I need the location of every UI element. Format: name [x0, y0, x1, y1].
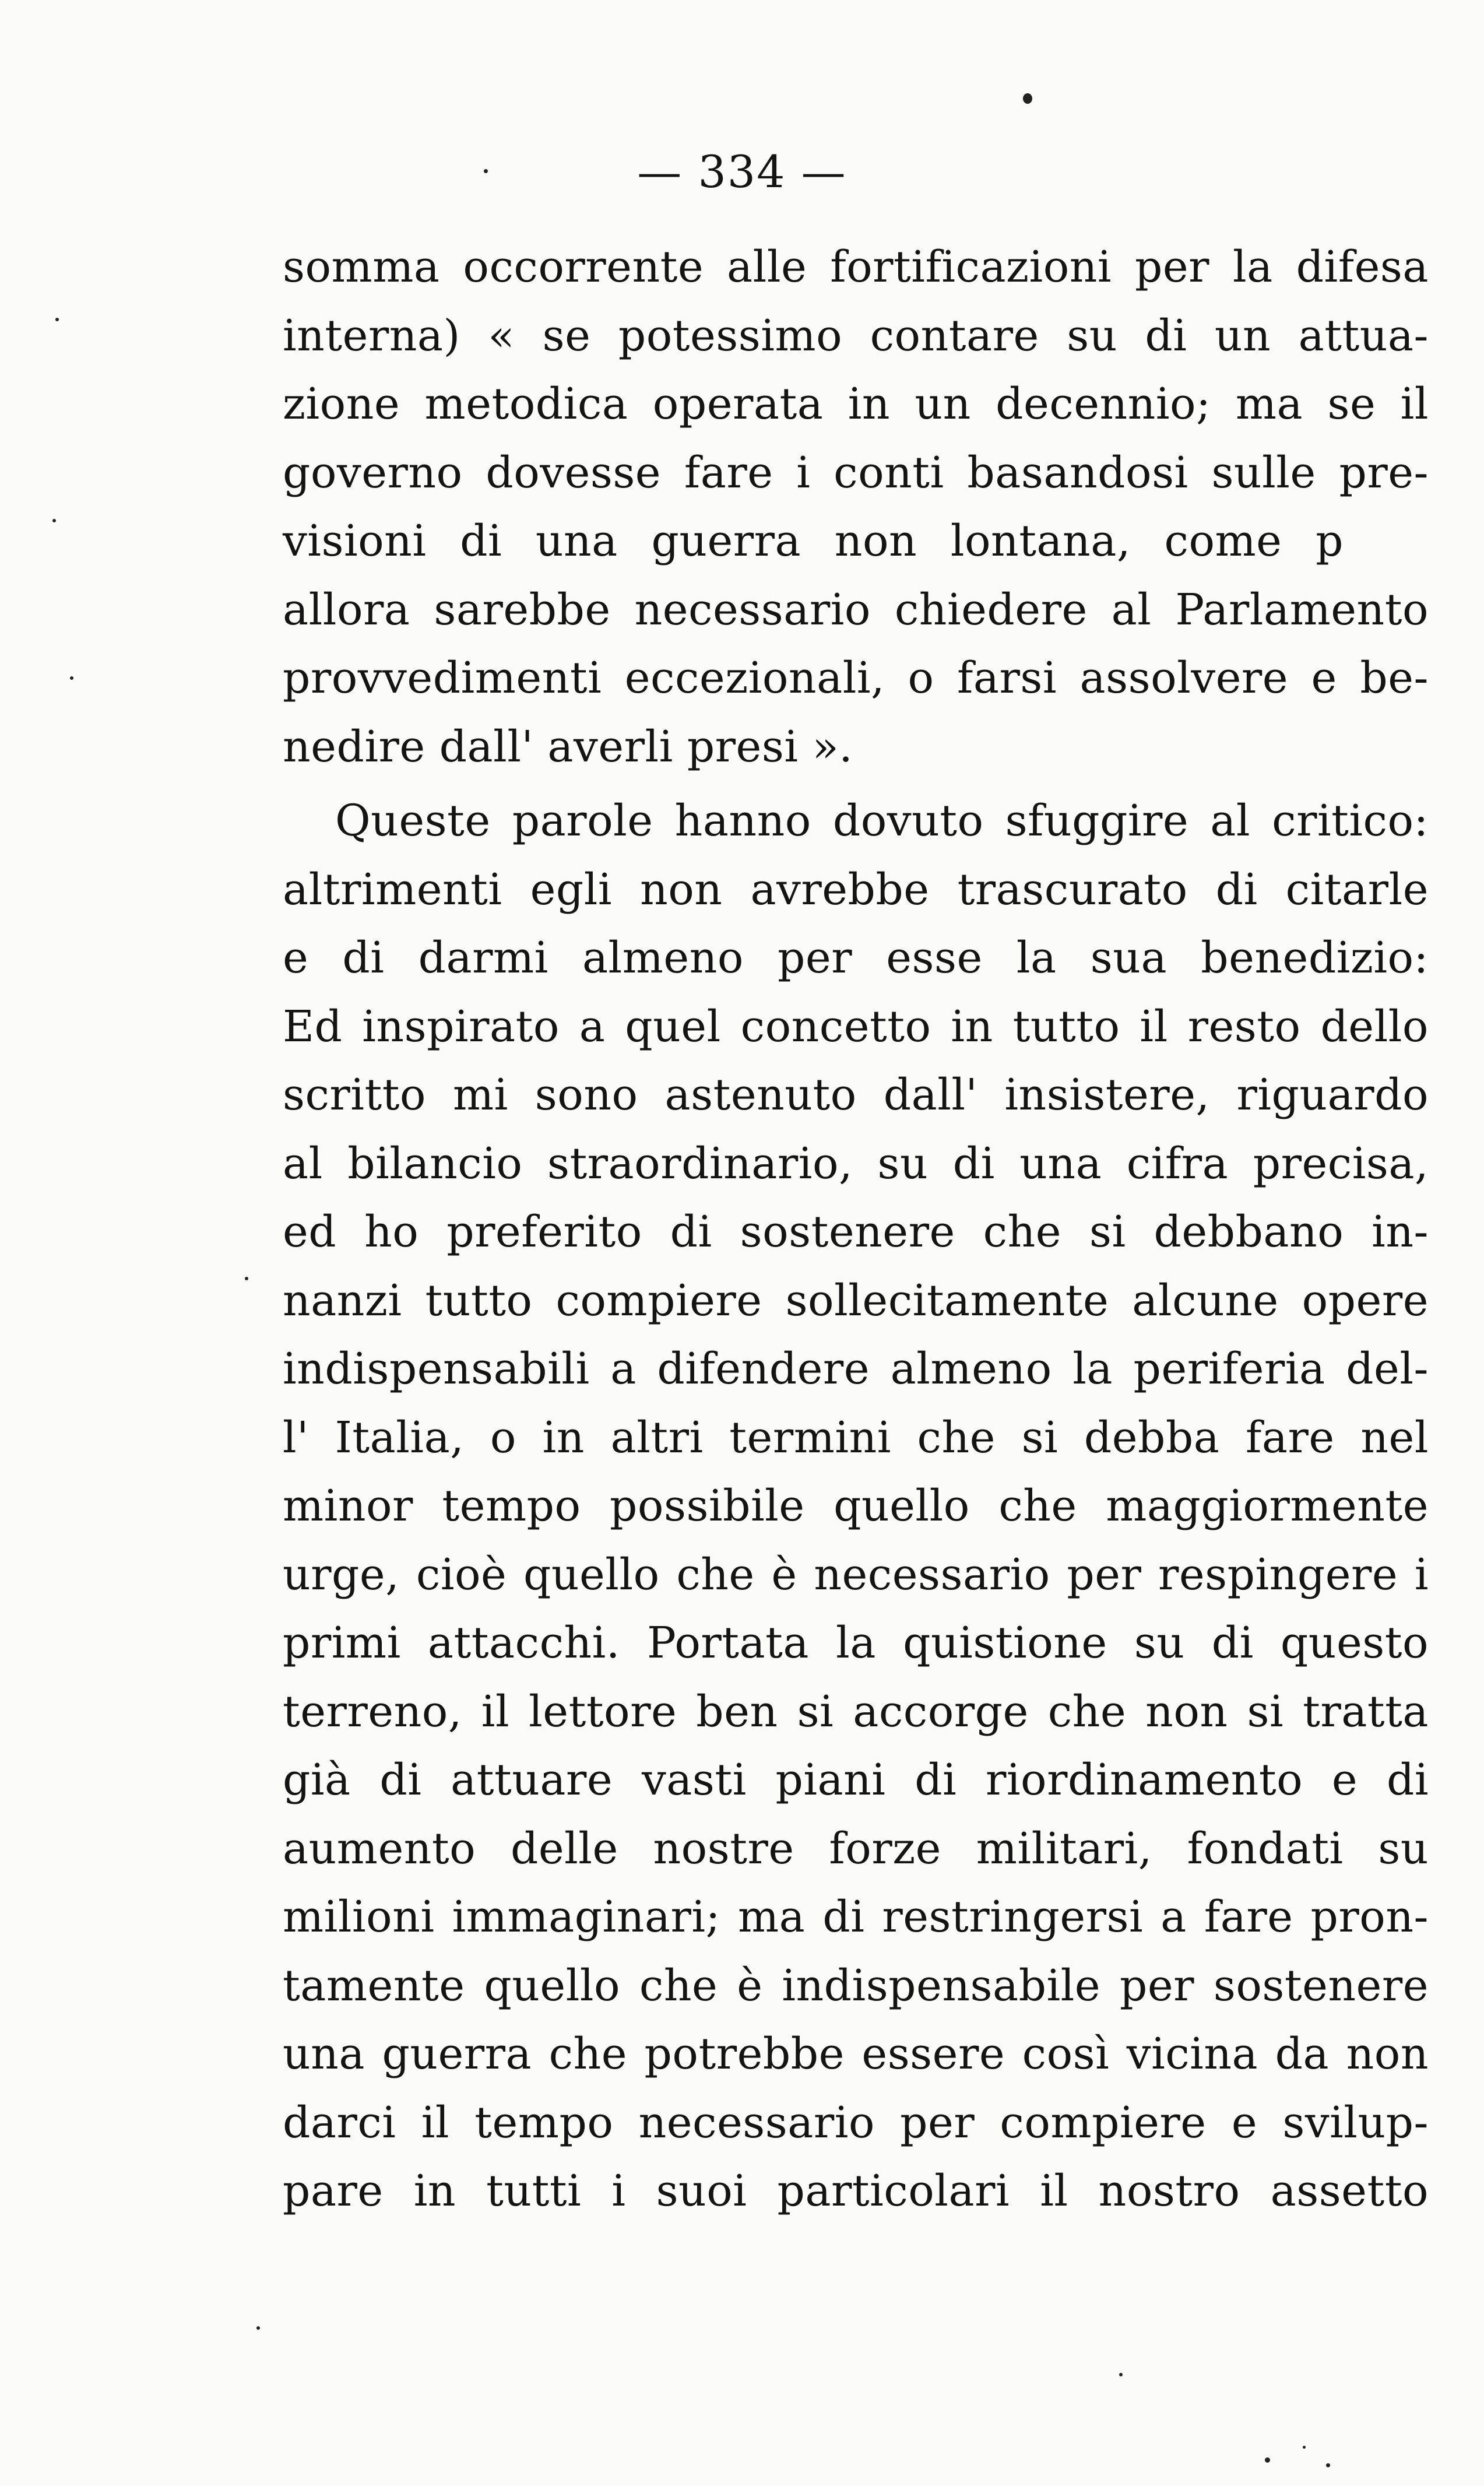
text-line: già di attuare vasti piani di riordinamento e di [283, 1755, 1429, 1805]
scan-speck [70, 676, 73, 680]
text-line: scritto mi sono astenuto dall' insistere, riguardo [283, 1070, 1429, 1120]
paragraph [283, 233, 1429, 781]
text-line: Ed inspirato a quel concetto in tutto il resto dello [283, 1001, 1429, 1052]
text-line: aumento delle nostre forze militari, fondati su [283, 1823, 1429, 1874]
scan-speck [1326, 2463, 1330, 2467]
text-line: darci il tempo necessario per compiere e svilup- [283, 2097, 1429, 2148]
text-line: indispensabili a difendere almeno la periferia del- [283, 1344, 1429, 1394]
text-line: urge, cioè quello che è necessario per respingere i [283, 1549, 1429, 1600]
text-line: interna) « se potessimo contare su di un attua- [283, 310, 1429, 361]
text-line: primi attacchi. Portata la quistione su di questo [283, 1618, 1429, 1668]
text-line: pare in tutti i suoi particolari il nostro assetto [283, 2166, 1429, 2216]
scan-speck [55, 318, 59, 321]
text-line: nedire dall' averli presi ». [283, 721, 853, 772]
text-line: al bilancio straordinario, su di una cifra precisa, [283, 1138, 1429, 1189]
text-line: e di darmi almeno per esse la sua benedizio: [283, 933, 1429, 983]
text-line: terreno, il lettore ben si accorge che non si tratta [283, 1686, 1429, 1737]
scan-speck [256, 2326, 260, 2330]
scan-speck [52, 519, 56, 522]
text-line: milioni immaginari; ma di restringersi a fare pron- [283, 1892, 1429, 1942]
text-line: tamente quello che è indispensabile per sostenere [283, 1960, 1429, 2011]
text-line: provvedimenti eccezionali, o farsi assolvere e be- [283, 653, 1429, 703]
text-line: zione metodica operata in un decennio; ma se il [283, 379, 1429, 429]
text-line: ed ho preferito di sostenere che si debbano in- [283, 1207, 1429, 1257]
text-line: nanzi tutto compiere sollecitamente alcune opere [283, 1275, 1429, 1326]
scan-speck [1023, 93, 1032, 104]
text-line: somma occorrente alle fortificazioni per la difesa [283, 242, 1429, 292]
text-line: l' Italia, o in altri termini che si debba fare nel [283, 1412, 1429, 1463]
body-text [283, 233, 1429, 2226]
text-line: governo dovesse fare i conti basandosi sulle pre- [283, 447, 1429, 498]
scan-speck [1265, 2457, 1270, 2463]
text-line: una guerra che potrebbe essere così vicina da non [283, 2029, 1429, 2079]
paragraph [283, 787, 1429, 2226]
text-line: altrimenti egli non avrebbe trascurato di citarle [283, 864, 1429, 915]
text-line: minor tempo possibile quello che maggiormente [283, 1481, 1429, 1531]
scan-speck [1119, 2373, 1123, 2376]
text-line: Queste parole hanno dovuto sfuggire al critico: [335, 796, 1429, 846]
scan-speck [484, 169, 488, 173]
text-line: allora sarebbe necessario chiedere al Parlamento [283, 584, 1429, 635]
page-number: — 334 — [637, 146, 847, 198]
scan-speck [245, 1277, 248, 1280]
scan-speck [1303, 2446, 1306, 2449]
text-line: visioni di una guerra non lontana, come p [283, 516, 1344, 566]
